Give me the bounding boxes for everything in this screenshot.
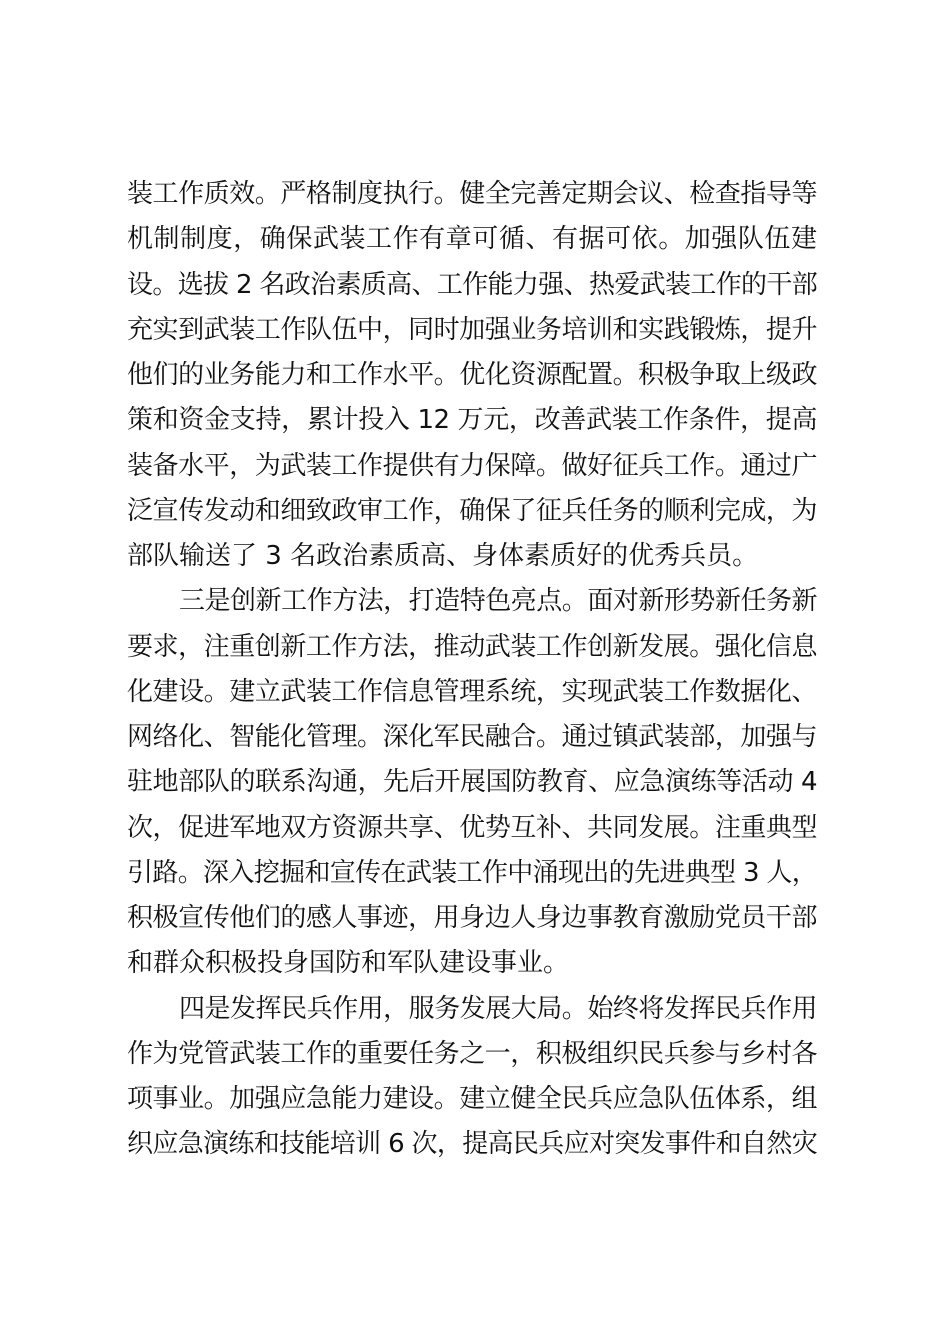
paragraph-innovation	[127, 579, 817, 986]
paragraph-militia	[127, 987, 817, 1168]
text-line: 网络化、智能化管理。深化军民融合。通过镇武装部，加强与	[127, 722, 817, 752]
text-line: 设。选拔 2 名政治素质高、工作能力强、热爱武装工作的干部	[127, 269, 817, 300]
text-line: 驻地部队的联系沟通，先后开展国防教育、应急演练等活动 4	[127, 767, 817, 798]
document-body	[127, 172, 817, 1168]
text-line: 项事业。加强应急能力建设。建立健全民兵应急队伍体系，组	[127, 1084, 817, 1114]
text-line: 化建设。建立武装工作信息管理系统，实现武装工作数据化、	[127, 676, 817, 707]
paragraph-continuation	[127, 172, 817, 579]
text-line: 织应急演练和技能培训 6 次，提高民兵应对突发事件和自然灾	[127, 1129, 817, 1160]
text-line: 三是创新工作方法，打造特色亮点。面对新形势新任务新	[179, 586, 817, 617]
text-line: 积极宣传他们的感人事迹，用身边人身边事教育激励党员干部	[127, 903, 817, 933]
text-line: 装工作质效。严格制度执行。健全完善定期会议、检查指导等	[127, 179, 817, 209]
text-line: 装备水平，为武装工作提供有力保障。做好征兵工作。通过广	[127, 450, 817, 481]
text-line: 充实到武装工作队伍中，同时加强业务培训和实践锻炼，提升	[127, 314, 817, 345]
text-line: 泛宣传发动和细致政审工作，确保了征兵任务的顺利完成，为	[127, 495, 817, 526]
text-line: 作为党管武装工作的重要任务之一，积极组织民兵参与乡村各	[127, 1038, 817, 1069]
text-line: 引路。深入挖掘和宣传在武装工作中涌现出的先进典型 3 人，	[127, 857, 817, 888]
text-line: 四是发挥民兵作用，服务发展大局。始终将发挥民兵作用	[179, 993, 817, 1024]
text-line: 机制制度，确保武装工作有章可循、有据可依。加强队伍建	[127, 224, 817, 255]
text-line: 他们的业务能力和工作水平。优化资源配置。积极争取上级政	[127, 360, 817, 390]
text-line: 策和资金支持，累计投入 12 万元，改善武装工作条件，提高	[127, 405, 817, 436]
text-line: 和群众积极投身国防和军队建设事业。	[127, 948, 570, 979]
text-line: 要求，注重创新工作方法，推动武装工作创新发展。强化信息	[127, 631, 817, 662]
text-line: 次，促进军地双方资源共享、优势互补、共同发展。注重典型	[127, 812, 817, 843]
text-line: 部队输送了 3 名政治素质高、身体素质好的优秀兵员。	[127, 541, 759, 571]
